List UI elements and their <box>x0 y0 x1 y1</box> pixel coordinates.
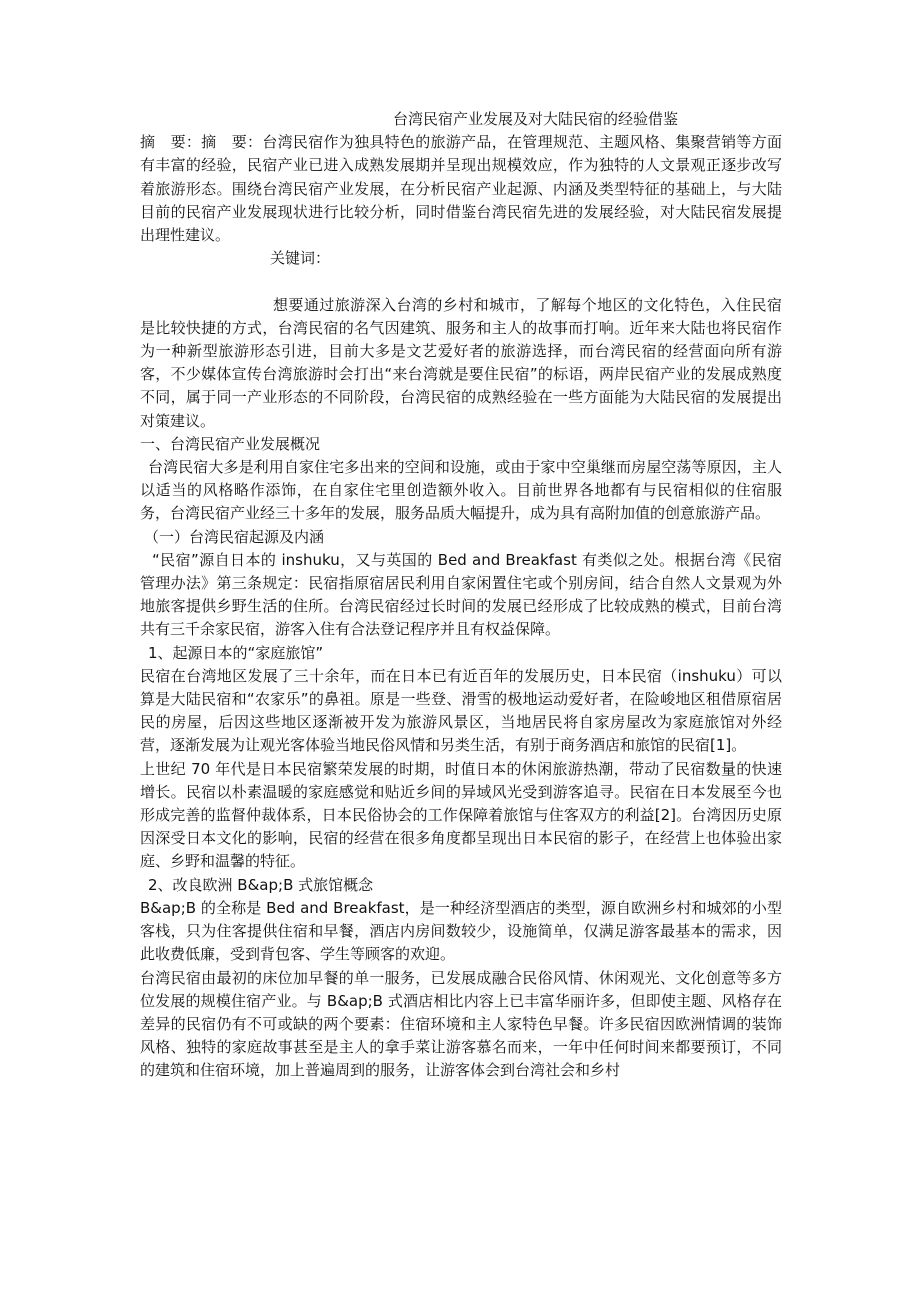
subsection1-paragraph: “民宿”源自日本的 inshuku，又与英国的 Bed and Breakfast 有类似之处。根据台湾《民宿管理办法》第三条规定：民宿指原宿居民利用自家闲置住宅或个别房间，结合自然人文景观为外地旅客提供乡野生活的住所。台湾民宿经过长时间的发展已经形成了比较成熟的模式，目前台湾共有三千余家民宿，游客入住有合法登记程序并且有权益保障。 <box>140 550 782 639</box>
document-title: 台湾民宿产业发展及对大陆民宿的经验借鉴 <box>393 110 679 128</box>
keywords-label: 关键词： <box>270 249 331 268</box>
section1-paragraph: 台湾民宿大多是利用自家住宅多出来的空间和设施，或由于家中空巢继而房屋空荡等原因，主人以适当的风格略作添饰，在自家住宅里创造额外收入。目前世界各地都有与民宿相似的住宿服务，台湾民宿产业经三十多年的发展，服务品质大幅提升，成为具有高附加值的创意旅游产品。 <box>140 458 782 523</box>
item-heading-1: 1、起源日本的“家庭旅馆” <box>148 643 324 662</box>
intro-paragraph: 想要通过旅游深入台湾的乡村和城市，了解每个地区的文化特色，入住民宿是比较快捷的方式，台湾民宿的名气因建筑、服务和主人的故事而打响。近年来大陆也将民宿作为一种新型旅游形态引进，目前大多是文艺爱好者的旅游选择，而台湾民宿的经营面向所有游客，不少媒体宣传台湾旅游时会打出“来台湾就是要住民宿”的标语，两岸民宿产业的发展成熟度不同，属于同一产业形态的不同阶段，台湾民宿的成熟经验在一些方面能为大陆民宿的发展提出对策建议。 <box>140 295 782 430</box>
item-heading-2: 2、改良欧洲 B&ap;B 式旅馆概念 <box>148 875 374 894</box>
subsection-heading-1: （一）台湾民宿起源及内涵 <box>144 527 325 546</box>
blank-line <box>140 270 782 293</box>
abstract-paragraph: 摘 要：摘 要：台湾民宿作为独具特色的旅游产品，在管理规范、主题风格、集聚营销等方面有丰富的经验，民宿产业已进入成熟发展期并呈现出规模效应，作为独特的人文景观正逐步改写着旅游形态。围绕台湾民宿产业发展，在分析民宿产业起源、内涵及类型特征的基础上，与大陆目前的民宿产业发展现状进行比较分析，同时借鉴台湾民宿先进的发展经验，对大陆民宿发展提出理性建议。 <box>140 133 782 245</box>
section-heading-1: 一、台湾民宿产业发展概况 <box>140 434 321 453</box>
item1-paragraph-1: 民宿在台湾地区发展了三十余年，而在日本已有近百年的发展历史，日本民宿（inshuku）可以算是大陆民宿和“农家乐”的鼻祖。原是一些登、滑雪的极地运动爱好者，在险峻地区租借原宿居民的房屋，后因这些地区逐渐被开发为旅游风景区，当地居民将自家房屋改为家庭旅馆对外经营，逐渐发展为让观光客体验当地民俗风情和另类生活，有别于商务酒店和旅馆的民宿[1]。 <box>140 666 782 755</box>
item1-paragraph-2: 上世纪 70 年代是日本民宿繁荣发展的时期，时值日本的休闲旅游热潮，带动了民宿数量的快速增长。民宿以朴素温暖的家庭感觉和贴近乡间的异域风光受到游客追寻。民宿在日本发展至今也形成完善的监督仲裁体系，日本民俗协会的工作保障着旅馆与住客双方的利益[2]。台湾因历史原因深受日本文化的影响，民宿的经营在很多角度都呈现出日本民宿的影子，在经营上也体验出家庭、乡野和温馨的特征。 <box>140 759 782 871</box>
item2-paragraph-2: 台湾民宿由最初的床位加早餐的单一服务，已发展成融合民俗风情、休闲观光、文化创意等多方位发展的规模住宿产业。与 B&ap;B 式酒店相比内容上已丰富华丽许多，但即使主题、风格存在差异的民宿仍有不可或缺的两个要素：住宿环境和主人家特色早餐。许多民宿因欧洲情调的装饰风格、独特的家庭故事甚至是主人的拿手菜让游客慕名而来，一年中任何时间来都要预订，不同的建筑和住宿环境，加上普遍周到的服务，让游客体会到台湾社会和乡村 <box>140 968 782 1080</box>
document-body <box>140 108 782 1083</box>
item2-paragraph-1: B&ap;B 的全称是 Bed and Breakfast，是一种经济型酒店的类型，源自欧洲乡村和城郊的小型客栈，只为住客提供住宿和早餐，酒店内房间数较少，设施简单，仅满足游客最基本的需求，因此收费低廉，受到背包客、学生等顾客的欢迎。 <box>140 898 782 964</box>
